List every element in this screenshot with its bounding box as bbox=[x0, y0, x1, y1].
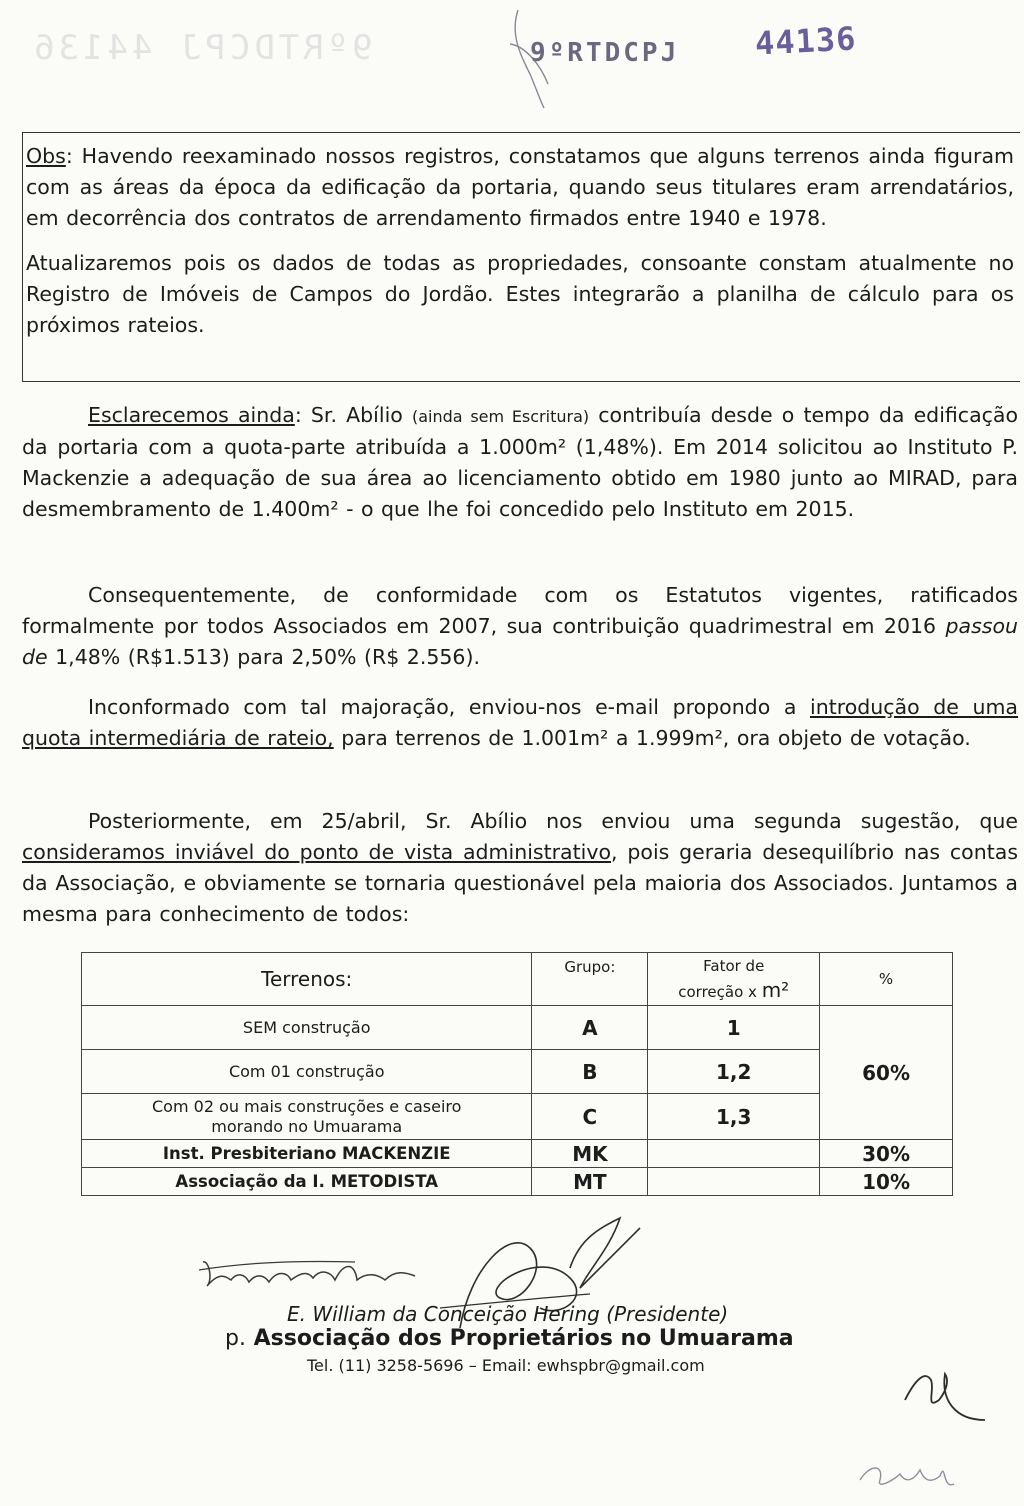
header-terrenos: Terrenos: bbox=[82, 953, 532, 1006]
obs-box bbox=[22, 132, 1020, 382]
paragraph-consequentemente bbox=[22, 580, 1018, 673]
registry-number-stamp: 44136 bbox=[754, 19, 858, 63]
registry-stamp: 9ºRTDCPJ bbox=[530, 38, 680, 68]
header-fator bbox=[648, 953, 820, 1006]
para2-rest: 1,48% (R$1.513) para 2,50% (R$ 2.556). bbox=[47, 645, 480, 669]
header-fator-line1: Fator de bbox=[703, 957, 765, 975]
obs-paragraph-2: Atualizaremos pois os dados de todas as propriedades, consoante constam atualmente no Registro de Imóveis de Campos do Jordão. Estes integrarão a planilha de cálculo para os próximos rateios. bbox=[26, 251, 1014, 337]
stamp-ghost-mirrored: 9ºRTDCPJ 44136 bbox=[30, 28, 373, 68]
grupo-cell: MK bbox=[532, 1140, 648, 1168]
para3-end: para terrenos de 1.001m² a 1.999m², ora objeto de votação. bbox=[333, 726, 971, 750]
fator-cell: 1 bbox=[648, 1006, 820, 1050]
association-line bbox=[225, 1326, 794, 1351]
grupo-cell: MT bbox=[532, 1168, 648, 1196]
para3-start: Inconformado com tal majoração, enviou-nos e-mail propondo a bbox=[88, 695, 811, 719]
para1-after-lead: : Sr. Abílio bbox=[294, 403, 412, 427]
para1-lead: Esclarecemos ainda bbox=[88, 403, 295, 427]
paragraph-esclarecemos bbox=[22, 400, 1018, 525]
table-row-special bbox=[82, 1168, 953, 1196]
para2-italic: passou de bbox=[22, 614, 1018, 669]
terreno-cell: Associação da I. METODISTA bbox=[82, 1168, 532, 1196]
fator-cell: 1,2 bbox=[648, 1050, 820, 1094]
association-name: Associação dos Proprietários no Umuarama bbox=[253, 1326, 794, 1351]
header-grupo: Grupo: bbox=[532, 953, 648, 1006]
para1-rest: contribuía desde o tempo da edificação da portaria com a quota-parte atribuída a 1.000m² (1,48%). Em 2014 solicitou ao Instituto P. Mackenzie a adequação de sua área ao licenciamento obtido em 1980 junto ao MIRAD, para desmembramento de 1.400m² - o que lhe foi concedido pelo Instituto em 2015. bbox=[22, 403, 1019, 521]
para4-underlined: consideramos inviável do ponto de vista administrativo bbox=[22, 840, 612, 864]
paragraph-posteriormente bbox=[22, 806, 1018, 930]
initials-mark-2 bbox=[850, 1440, 970, 1500]
grupo-cell: B bbox=[532, 1050, 648, 1094]
signatory-name: E. William da Conceição Hering (Presidente) bbox=[287, 1302, 729, 1326]
fator-cell: 1,3 bbox=[648, 1094, 820, 1140]
para4-start: Posteriormente, em 25/abril, Sr. Abílio nos enviou uma segunda sugestão, que bbox=[88, 809, 1018, 833]
paragraph-inconformado bbox=[22, 692, 1018, 754]
header-fator-line2: correção x bbox=[678, 983, 757, 1001]
percent-cell: 10% bbox=[820, 1168, 953, 1196]
contact-line: Tel. (11) 3258-5696 – Email: ewhspbr@gmail.com bbox=[307, 1356, 705, 1375]
terreno-cell: Com 01 construção bbox=[82, 1050, 532, 1094]
header-percent: % bbox=[820, 953, 953, 1006]
terreno-cell: Inst. Presbiteriano MACKENZIE bbox=[82, 1140, 532, 1168]
obs-label: Obs bbox=[26, 144, 66, 168]
para4-end: , pois geraria desequilíbrio nas contas da Associação, e obviamente se tornaria questionável pela maioria dos Associados. Juntamos a mesma para conhecimento de todos: bbox=[22, 840, 1018, 926]
grupo-cell: C bbox=[532, 1094, 648, 1140]
para2-main: Consequentemente, de conformidade com os Estatutos vigentes, ratificados formalmente por todos Associados em 2007, sua contribuição quadrimestral em 2016 bbox=[22, 583, 1018, 638]
obs-paragraph-1 bbox=[26, 141, 1014, 234]
table-header-row bbox=[82, 953, 953, 1006]
obs-text-1: : Havendo reexaminado nossos registros, constatamos que alguns terrenos ainda figuram com as áreas da época da edificação da portaria, quando seus titulares eram arrendatários, em decorrência dos contratos de arrendamento firmados entre 1940 e 1978. bbox=[26, 144, 1014, 230]
merged-percent-cell: 60% bbox=[820, 1006, 953, 1140]
percent-cell: 30% bbox=[820, 1140, 953, 1168]
table-row bbox=[82, 1006, 953, 1050]
fator-cell bbox=[648, 1140, 820, 1168]
handwritten-signature-president bbox=[195, 1250, 445, 1300]
association-prefix: p. bbox=[225, 1326, 246, 1351]
header-fator-unit: m² bbox=[761, 978, 790, 1002]
terreno-cell: SEM construção bbox=[82, 1006, 532, 1050]
terreno-cell: Com 02 ou mais construções e caseiro morando no Umuarama bbox=[82, 1094, 532, 1140]
grupo-cell: A bbox=[532, 1006, 648, 1050]
quota-table bbox=[81, 952, 953, 1196]
fator-cell bbox=[648, 1168, 820, 1196]
table-row-special bbox=[82, 1140, 953, 1168]
para3-underlined: introdução de uma quota intermediária de rateio, bbox=[22, 695, 1018, 750]
initials-mark-1 bbox=[895, 1360, 995, 1430]
para1-small-note: (ainda sem Escritura) bbox=[411, 407, 590, 426]
